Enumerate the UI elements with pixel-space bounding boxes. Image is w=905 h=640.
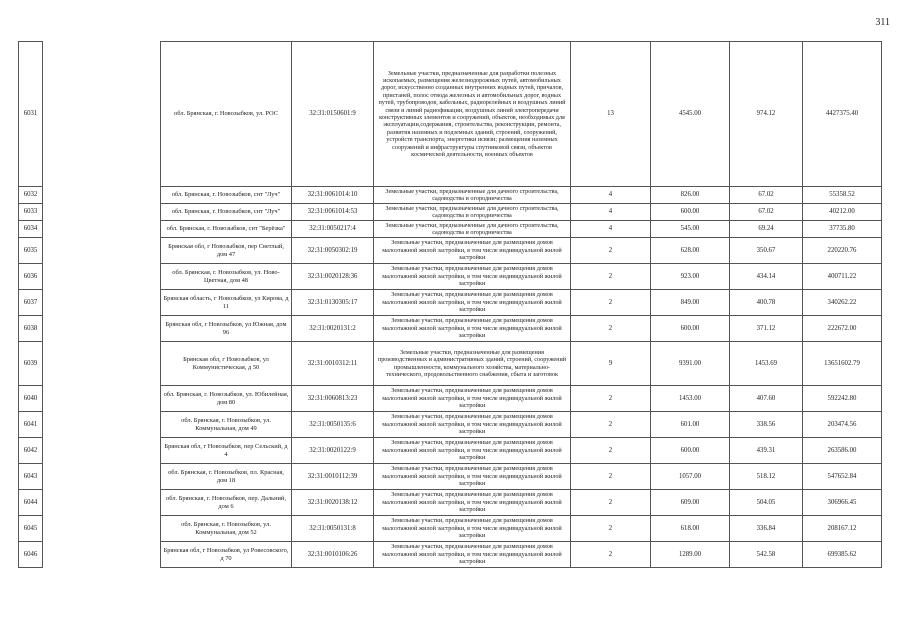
table-row [19,187,882,204]
row-number-cell: 6041 [19,412,43,438]
row-number-cell: 6046 [19,542,43,568]
table-row [19,290,882,316]
area-cell: 545.00 [651,221,730,238]
area-cell: 1289.00 [651,542,730,568]
page-number: 311 [875,17,890,28]
use-group-cell: 2 [571,386,651,412]
specific-value-cell: 504.05 [730,490,803,516]
table-row [19,204,882,221]
cadastral-number-cell: 32:31:0150601:9 [292,42,374,187]
land-use-cell: Земельные участки, предназначенные для размещения домов малоэтажной жилой застройки, в том числе индивидуальной жилой застройки [374,438,571,464]
specific-value-cell: 338.56 [730,412,803,438]
blank-cell [43,386,161,412]
table-row [19,516,882,542]
address-cell: Брянская обл, г Новозыбков, ул Южная, дом 96 [161,316,292,342]
address-cell: обл. Брянская, г. Новозыбков, снт "Луч" [161,187,292,204]
area-cell: 9391.00 [651,342,730,386]
blank-cell [43,221,161,238]
specific-value-cell: 350.67 [730,238,803,264]
address-cell: обл. Брянская, г. Новозыбков, ул. Коммунальная, дом 52 [161,516,292,542]
cadastral-number-cell: 32:31:0010112:39 [292,464,374,490]
cadastral-value-table [18,41,882,568]
blank-cell [43,342,161,386]
specific-value-cell: 439.31 [730,438,803,464]
use-group-cell: 4 [571,187,651,204]
blank-cell [43,516,161,542]
address-cell: обл. Брянская, г. Новозыбков, ул. РОС [161,42,292,187]
area-cell: 600.00 [651,438,730,464]
use-group-cell: 2 [571,542,651,568]
address-cell: Брянская обл, г Новозыбков, пер Светлый, дом 47 [161,238,292,264]
specific-value-cell: 518.12 [730,464,803,490]
specific-value-cell: 542.58 [730,542,803,568]
cadastral-number-cell: 32:31:0061014:10 [292,187,374,204]
table-row [19,264,882,290]
row-number-cell: 6042 [19,438,43,464]
land-use-cell: Земельные участки, предназначенные для размещения домов малоэтажной жилой застройки, в том числе индивидуальной жилой застройки [374,490,571,516]
table-row [19,42,882,187]
table-row [19,412,882,438]
row-number-cell: 6038 [19,316,43,342]
cadastral-value-cell: 37735.80 [803,221,882,238]
land-use-cell: Земельные участки, предназначенные для размещения домов малоэтажной жилой застройки, в том числе индивидуальной жилой застройки [374,386,571,412]
blank-cell [43,464,161,490]
cadastral-value-cell: 340262.22 [803,290,882,316]
use-group-cell: 2 [571,290,651,316]
row-number-cell: 6044 [19,490,43,516]
address-cell: Брянская область, г Новозыбков, ул Кирова, д 11 [161,290,292,316]
row-number-cell: 6043 [19,464,43,490]
cadastral-value-cell: 208167.12 [803,516,882,542]
cadastral-value-cell: 203474.56 [803,412,882,438]
area-cell: 628.00 [651,238,730,264]
specific-value-cell: 69.24 [730,221,803,238]
area-cell: 601.00 [651,412,730,438]
table-row [19,490,882,516]
cadastral-number-cell: 32:31:0050131:8 [292,516,374,542]
cadastral-value-cell: 400711.22 [803,264,882,290]
use-group-cell: 2 [571,438,651,464]
cadastral-number-cell: 32:31:0050217:4 [292,221,374,238]
use-group-cell: 2 [571,516,651,542]
address-cell: Брянская обл, г Новозыбков, ул Ровесовского, д 70 [161,542,292,568]
cadastral-number-cell: 32:31:0050135:6 [292,412,374,438]
cadastral-number-cell: 32:31:0020122:9 [292,438,374,464]
cadastral-number-cell: 32:31:0010106:26 [292,542,374,568]
cadastral-value-cell: 13651602.79 [803,342,882,386]
cadastral-number-cell: 32:31:0050302:19 [292,238,374,264]
area-cell: 609.00 [651,490,730,516]
blank-cell [43,542,161,568]
address-cell: обл. Брянская, г. Новозыбков, пер. Дальний, дом 6 [161,490,292,516]
table-row [19,342,882,386]
cadastral-number-cell: 32:31:0020138:12 [292,490,374,516]
cadastral-value-cell: 55358.52 [803,187,882,204]
cadastral-number-cell: 32:31:0010312:11 [292,342,374,386]
row-number-cell: 6035 [19,238,43,264]
land-use-cell: Земельные участки, предназначенные для размещения домов малоэтажной жилой застройки, в том числе индивидуальной жилой застройки [374,238,571,264]
land-use-cell: Земельные участки, предназначенные для размещения домов малоэтажной жилой застройки, в том числе индивидуальной жилой застройки [374,516,571,542]
row-number-cell: 6039 [19,342,43,386]
area-cell: 849.00 [651,290,730,316]
cadastral-number-cell: 32:31:0130305:17 [292,290,374,316]
blank-cell [43,238,161,264]
cadastral-value-cell: 222672.00 [803,316,882,342]
land-use-cell: Земельные участки, предназначенные для разработки полезных ископаемых, размещения железнодорожных путей, автомобильных дорог, искусственно созданных внутренних водных путей, причалов, пристаней, полос отвода железных и автомобильных дорог, водных путей, трубопроводов, кабельных, радиорелейных и воздушных линий связи и линий радиофикации, воздушных линий электропередачи конструктивных элементов и сооружений, объектов, необходимых для эксплуатации,содержания, строительства, реконструкции, ремонта, развития наземных и подземных зданий, строений, сооружений, устройств транспорта, энергетики исвязи; размещения наземных сооружений и инфраструктуры спутниковой связи, объектов космической деятельности, военных объектов [374,42,571,187]
row-number-cell: 6034 [19,221,43,238]
table-row [19,542,882,568]
blank-cell [43,438,161,464]
table-row [19,316,882,342]
address-cell: Брянская обл, г Новозыбков, ул Коммунистическая, д 50 [161,342,292,386]
cadastral-number-cell: 32:31:0020131:2 [292,316,374,342]
land-use-cell: Земельные участки, предназначенные для размещения домов малоэтажной жилой застройки, в том числе индивидуальной жилой застройки [374,316,571,342]
blank-cell [43,290,161,316]
row-number-cell: 6036 [19,264,43,290]
cadastral-value-cell: 592242.80 [803,386,882,412]
land-use-cell: Земельные участки, предназначенные для дачного строительства, садоводства и огородничества [374,204,571,221]
blank-cell [43,316,161,342]
blank-cell [43,264,161,290]
specific-value-cell: 336.84 [730,516,803,542]
specific-value-cell: 400.78 [730,290,803,316]
cadastral-value-cell: 40212.00 [803,204,882,221]
area-cell: 600.00 [651,204,730,221]
specific-value-cell: 371.12 [730,316,803,342]
row-number-cell: 6037 [19,290,43,316]
specific-value-cell: 974.12 [730,42,803,187]
address-cell: обл. Брянская, г. Новозыбков, ул. Ново-Цветная, дом 48 [161,264,292,290]
specific-value-cell: 1453.69 [730,342,803,386]
table-row [19,438,882,464]
table-row [19,386,882,412]
row-number-cell: 6045 [19,516,43,542]
row-number-cell: 6040 [19,386,43,412]
area-cell: 1057.00 [651,464,730,490]
specific-value-cell: 67.02 [730,187,803,204]
use-group-cell: 9 [571,342,651,386]
land-use-cell: Земельные участки, предназначенные для размещения производственных и административных зданий, строений, сооружений промышленности, коммунального хозяйства, материально-технического, продовольственного снабжения, сбыта и заготовок [374,342,571,386]
use-group-cell: 2 [571,464,651,490]
area-cell: 826.00 [651,187,730,204]
blank-cell [43,412,161,438]
table-body [19,42,882,568]
cadastral-number-cell: 32:31:0020128:36 [292,264,374,290]
address-cell: Брянская обл, г Новозыбков, пер Сельский, д 4 [161,438,292,464]
land-use-cell: Земельные участки, предназначенные для размещения домов малоэтажной жилой застройки, в том числе индивидуальной жилой застройки [374,290,571,316]
use-group-cell: 2 [571,264,651,290]
blank-cell [43,187,161,204]
use-group-cell: 2 [571,316,651,342]
cadastral-value-cell: 699385.62 [803,542,882,568]
use-group-cell: 2 [571,238,651,264]
use-group-cell: 2 [571,412,651,438]
cadastral-value-cell: 547652.84 [803,464,882,490]
address-cell: обл. Брянская, г. Новозыбков, ул. Юбилейная, дом 80 [161,386,292,412]
land-use-cell: Земельные участки, предназначенные для размещения домов малоэтажной жилой застройки, в том числе индивидуальной жилой застройки [374,542,571,568]
row-number-cell: 6032 [19,187,43,204]
table-row [19,238,882,264]
land-use-cell: Земельные участки, предназначенные для дачного строительства, садоводства и огородничества [374,187,571,204]
area-cell: 618.00 [651,516,730,542]
blank-cell [43,42,161,187]
land-use-cell: Земельные участки, предназначенные для размещения домов малоэтажной жилой застройки, в том числе индивидуальной жилой застройки [374,412,571,438]
cadastral-value-cell: 4427375.40 [803,42,882,187]
use-group-cell: 4 [571,221,651,238]
cadastral-number-cell: 32:31:0061014:53 [292,204,374,221]
table-row [19,464,882,490]
specific-value-cell: 434.14 [730,264,803,290]
address-cell: обл. Брянская, г. Новозыбков, снт "Берёзка" [161,221,292,238]
cadastral-value-cell: 263586.00 [803,438,882,464]
area-cell: 600.00 [651,316,730,342]
cadastral-value-cell: 220220.76 [803,238,882,264]
specific-value-cell: 67.02 [730,204,803,221]
use-group-cell: 2 [571,490,651,516]
land-use-cell: Земельные участки, предназначенные для размещения домов малоэтажной жилой застройки, в том числе индивидуальной жилой застройки [374,264,571,290]
address-cell: обл. Брянская, г. Новозыбков, пл. Красная, дом 18 [161,464,292,490]
blank-cell [43,204,161,221]
cadastral-value-cell: 306966.45 [803,490,882,516]
blank-cell [43,490,161,516]
table-row [19,221,882,238]
land-use-cell: Земельные участки, предназначенные для дачного строительства, садоводства и огородничества [374,221,571,238]
area-cell: 923.00 [651,264,730,290]
address-cell: обл. Брянская, г. Новозыбков, ул. Коммунальная, дом 49 [161,412,292,438]
row-number-cell: 6031 [19,42,43,187]
area-cell: 1453.00 [651,386,730,412]
specific-value-cell: 407.60 [730,386,803,412]
land-use-cell: Земельные участки, предназначенные для размещения домов малоэтажной жилой застройки, в том числе индивидуальной жилой застройки [374,464,571,490]
area-cell: 4545.00 [651,42,730,187]
address-cell: обл. Брянская, г. Новозыбков, снт "Луч" [161,204,292,221]
use-group-cell: 13 [571,42,651,187]
use-group-cell: 4 [571,204,651,221]
row-number-cell: 6033 [19,204,43,221]
cadastral-number-cell: 32:31:0060813:23 [292,386,374,412]
